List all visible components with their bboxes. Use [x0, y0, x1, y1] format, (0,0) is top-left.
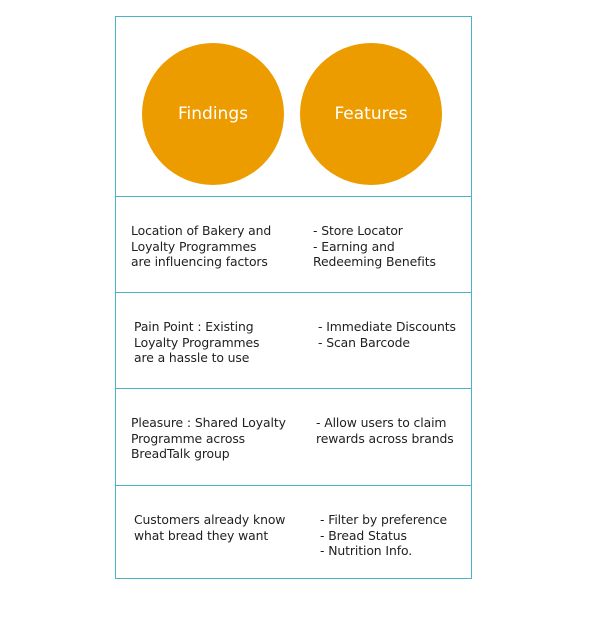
feature-text: - Store Locator - Earning and Redeeming Benefits	[313, 223, 436, 269]
header-row	[116, 17, 471, 197]
row-divider	[116, 196, 471, 197]
findings-features-table	[115, 16, 472, 579]
feature-text: - Filter by preference - Bread Status - Nutrition Info.	[320, 512, 447, 558]
row-divider	[116, 388, 471, 389]
feature-text: - Immediate Discounts - Scan Barcode	[318, 319, 456, 350]
row-divider	[116, 292, 471, 293]
findings-label: Findings	[178, 104, 248, 124]
feature-text: - Allow users to claim rewards across brands	[316, 415, 454, 446]
finding-text: Pain Point : Existing Loyalty Programmes are a hassle to use	[134, 319, 260, 365]
finding-text: Customers already know what bread they want	[134, 512, 286, 543]
features-label: Features	[334, 104, 408, 124]
features-circle	[300, 43, 442, 185]
finding-text: Pleasure : Shared Loyalty Programme across BreadTalk group	[131, 415, 286, 461]
row-divider	[116, 485, 471, 486]
finding-text: Location of Bakery and Loyalty Programmes are influencing factors	[131, 223, 272, 269]
findings-circle	[142, 43, 284, 185]
